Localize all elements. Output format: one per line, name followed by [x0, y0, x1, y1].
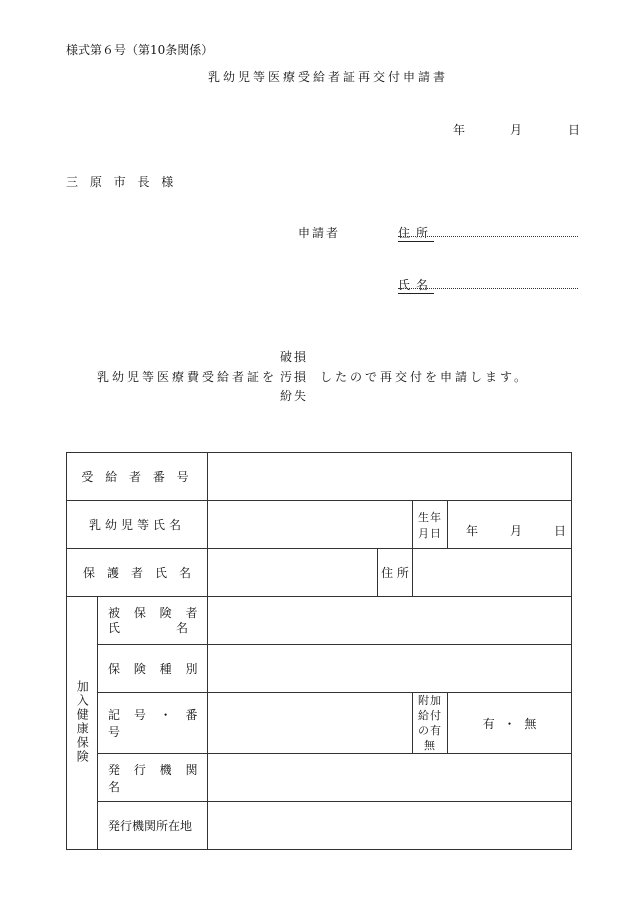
birth-day-label: 日 — [554, 523, 567, 538]
application-table — [66, 452, 572, 850]
page-title: 乳幼児等医療受給者証再交付申請書 — [208, 70, 449, 84]
recipient-number-field[interactable] — [208, 453, 572, 501]
name-field[interactable] — [398, 288, 578, 289]
applicant-label: 申請者 — [298, 226, 341, 240]
issuer-name-field[interactable] — [208, 754, 572, 802]
date-month-label: 月 — [510, 123, 523, 137]
table-row — [67, 693, 572, 754]
table-row — [67, 754, 572, 802]
reason-option-soiled: 汚損 — [280, 370, 309, 384]
supplementary-field[interactable] — [448, 693, 572, 754]
supplementary-dot: ・ — [503, 716, 516, 731]
table-row — [67, 501, 572, 549]
table-row — [67, 802, 572, 850]
supplementary-label — [413, 693, 448, 754]
address-label: 住所 — [398, 226, 435, 240]
birth-month-label: 月 — [510, 523, 523, 538]
recipient-number-label: 受 給 者 番 号 — [67, 453, 208, 501]
issuer-location-field[interactable] — [208, 802, 572, 850]
guardian-address-field[interactable] — [413, 549, 572, 597]
insured-name-label — [98, 597, 208, 645]
guardian-name-field[interactable] — [208, 549, 378, 597]
reason-option-lost: 紛失 — [280, 389, 309, 403]
supplementary-yes[interactable]: 有 — [482, 716, 495, 731]
guardian-name-label: 保 護 者 氏 名 — [67, 549, 208, 597]
symbol-number-label: 記 号 ・ 番 号 — [98, 693, 208, 754]
birth-date-field[interactable] — [448, 501, 572, 549]
insurance-group-label — [67, 597, 98, 850]
table-row — [67, 549, 572, 597]
table-row — [67, 453, 572, 501]
supplementary-no[interactable]: 無 — [524, 716, 537, 731]
insurance-type-field[interactable] — [208, 645, 572, 693]
address-field[interactable] — [398, 236, 578, 237]
issuer-name-label: 発 行 機 関 名 — [98, 754, 208, 802]
table-row — [67, 597, 572, 645]
insurance-group-text: 加入健康保険 — [75, 679, 90, 764]
child-name-label: 乳幼児等氏名 — [67, 501, 208, 549]
birth-date-label: 生年月日 — [413, 501, 448, 549]
name-label: 氏名 — [398, 278, 435, 292]
date-year-label: 年 — [453, 123, 466, 137]
insured-name-line1: 被 保 険 者 — [108, 605, 203, 620]
table-row — [67, 645, 572, 693]
insured-name-field[interactable] — [208, 597, 572, 645]
form-number: 様式第６号（第10条関係） — [66, 43, 214, 57]
birth-year-label: 年 — [466, 523, 479, 538]
symbol-number-field[interactable] — [208, 693, 413, 754]
addressee: 三 原 市 長 様 — [66, 175, 178, 189]
child-name-field[interactable] — [208, 501, 413, 549]
reason-option-damaged: 破損 — [280, 350, 309, 364]
reason-prefix: 乳幼児等医療費受給者証を — [97, 370, 278, 384]
issuer-location-label: 発行機関所在地 — [98, 802, 208, 850]
date-day-label: 日 — [568, 123, 581, 137]
reason-suffix: したので再交付を申請します。 — [320, 370, 530, 384]
insured-name-line2: 氏 名 — [108, 620, 194, 635]
supplementary-line2: の有無 — [418, 724, 443, 752]
insurance-type-label: 保 険 種 別 — [98, 645, 208, 693]
guardian-address-label: 住 所 — [378, 549, 413, 597]
supplementary-line1: 附加給付 — [418, 694, 443, 722]
